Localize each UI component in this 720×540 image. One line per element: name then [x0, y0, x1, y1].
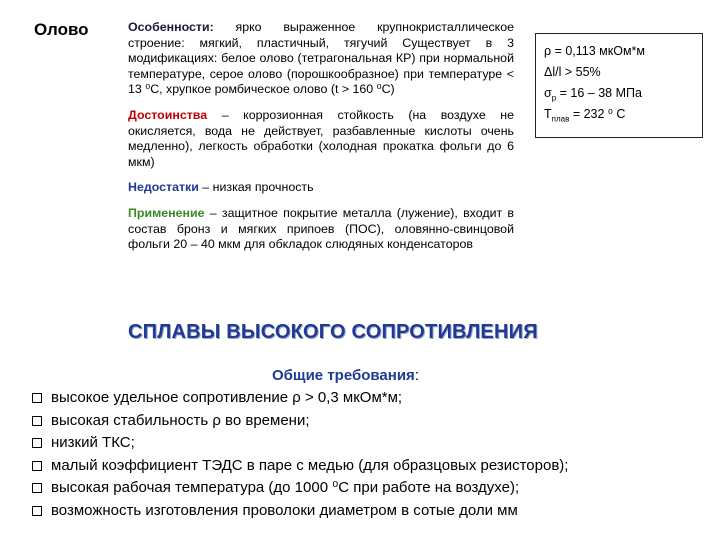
checkbox-bullet-icon: [32, 438, 42, 448]
list-item: [32, 432, 568, 455]
requirements-title-colon: :: [414, 367, 419, 384]
features-label: Особенности:: [128, 20, 214, 34]
list-item-text: высокое удельное сопротивление ρ > 0,3 мкОм*м;: [51, 389, 403, 406]
disadvantages-paragraph: [128, 180, 514, 196]
checkbox-bullet-icon: [32, 461, 42, 471]
list-item-text: низкий ТКС;: [51, 434, 135, 451]
features-paragraph: [128, 20, 514, 98]
elongation-value: Δl/l > 55%: [544, 65, 601, 79]
checkbox-bullet-icon: [32, 483, 42, 493]
requirements-list: [32, 387, 568, 522]
application-text: – защитное покрытие металла (лужение), входит в состав бронз и мягких припоев (ПОС), оловянно-свинцовой фольги 20 – 40 мкм для обкладок слюдяных конденсаторов: [128, 205, 514, 252]
strength-text: = 16 – 38 МПа: [556, 86, 642, 100]
properties-box: [535, 33, 703, 138]
checkbox-bullet-icon: [32, 506, 42, 516]
section-heading: СПЛАВЫ ВЫСОКОГО СОПРОТИВЛЕНИЯ: [128, 321, 538, 343]
application-label: Применение: [128, 205, 205, 220]
checkbox-bullet-icon: [32, 393, 42, 403]
features-text: ярко выраженное крупнокристаллическое строение: мягкий, пластичный, тягучий Существует в 3 модификациях: белое олово (тетрагональная КР) при нормальной температуре, серое олово (порошкообразное) при температуре < 13 ⁰С, хрупкое ромбическое олово (t > 160 ⁰С): [128, 20, 514, 97]
checkbox-bullet-icon: [32, 416, 42, 426]
list-item-text: высокая стабильность ρ во времени;: [51, 411, 310, 429]
list-item-text: высокая рабочая температура (до 1000 ⁰С при работе на воздухе);: [51, 479, 520, 496]
list-item: [32, 455, 568, 478]
advantages-text: – коррозионная стойкость (на воздухе не окисляется, вода не действует, разбавленные кислоты очень медленно), легкость обработки (холодная прокатка фольги до 6 мкм): [128, 107, 514, 169]
melting-symbol: T: [544, 107, 552, 121]
melting-text: = 232 ⁰ С: [569, 107, 626, 121]
list-item-text: малый коэффициент ТЭДС в паре с медью (для образцовых резисторов);: [51, 456, 569, 474]
list-item-text: возможность изготовления проволоки диаметром в сотые доли мм: [51, 501, 518, 519]
requirements-title-text: Общие требования: [272, 367, 415, 384]
list-item: [32, 500, 568, 523]
strength-symbol: σ: [544, 86, 552, 100]
resistivity-value: ρ = 0,113 мкОм*м: [544, 44, 646, 58]
material-description: [128, 20, 514, 253]
strength-value: [544, 83, 702, 104]
melting-subscript: плав: [551, 114, 570, 124]
strength-subscript: р: [551, 93, 557, 103]
list-item: [32, 410, 568, 433]
advantages-paragraph: [128, 108, 514, 170]
application-paragraph: [128, 206, 514, 253]
melting-value: [544, 104, 702, 125]
advantages-label: Достоинства: [128, 107, 208, 122]
material-name: Олово: [34, 20, 89, 39]
list-item: [32, 387, 568, 410]
disadvantages-label: Недостатки: [128, 180, 199, 195]
list-item: [32, 477, 568, 500]
requirements-title: [272, 367, 419, 384]
disadvantages-text: – низкая прочность: [198, 180, 314, 195]
